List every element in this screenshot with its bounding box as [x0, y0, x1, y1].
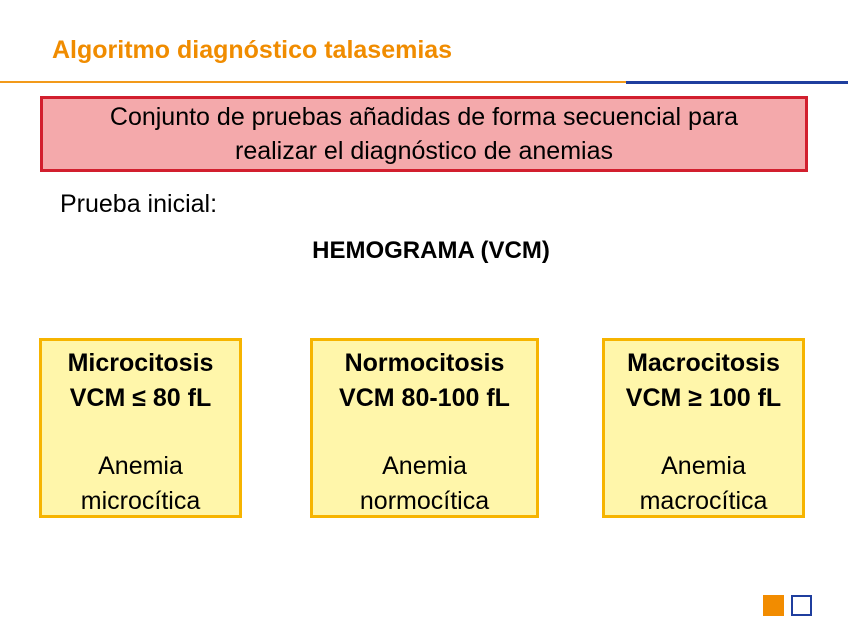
- diagnosis-line: Anemia: [98, 452, 183, 480]
- slide-title: Algoritmo diagnóstico talasemias: [52, 36, 453, 64]
- definition-box: [40, 96, 808, 172]
- category-diagnosis: [313, 449, 536, 519]
- diagnosis-line: microcítica: [80, 487, 201, 515]
- category-diagnosis: [605, 449, 802, 519]
- diagnosis-line: normocítica: [359, 487, 490, 515]
- initial-test-name: HEMOGRAMA (VCM): [312, 237, 550, 264]
- diagnosis-line: Anemia: [382, 452, 467, 480]
- diagnosis-line: Anemia: [661, 452, 746, 480]
- category-name: Microcitosis: [67, 349, 214, 377]
- category-name: Normocitosis: [344, 349, 505, 377]
- title-rule-orange: [0, 81, 626, 83]
- category-name: Macrocitosis: [627, 349, 780, 377]
- diagnosis-line: macrocítica: [639, 487, 768, 515]
- title-rule-blue: [626, 81, 848, 84]
- category-box-normocitosis: [310, 338, 539, 518]
- definition-line: Conjunto de pruebas añadidas de forma secuencial para: [109, 103, 739, 131]
- category-diagnosis: [42, 449, 239, 519]
- category-box-microcitosis: [39, 338, 242, 518]
- category-box-macrocitosis: [602, 338, 805, 518]
- category-range: VCM ≤ 80 fL: [69, 384, 212, 412]
- category-range: VCM ≥ 100 fL: [625, 384, 782, 412]
- definition-line: realizar el diagnóstico de anemias: [235, 137, 613, 165]
- category-range: VCM 80-100 fL: [339, 384, 510, 412]
- initial-test-label: Prueba inicial:: [60, 190, 218, 218]
- decor-square-orange: [763, 595, 784, 616]
- decor-square-blue: [791, 595, 812, 616]
